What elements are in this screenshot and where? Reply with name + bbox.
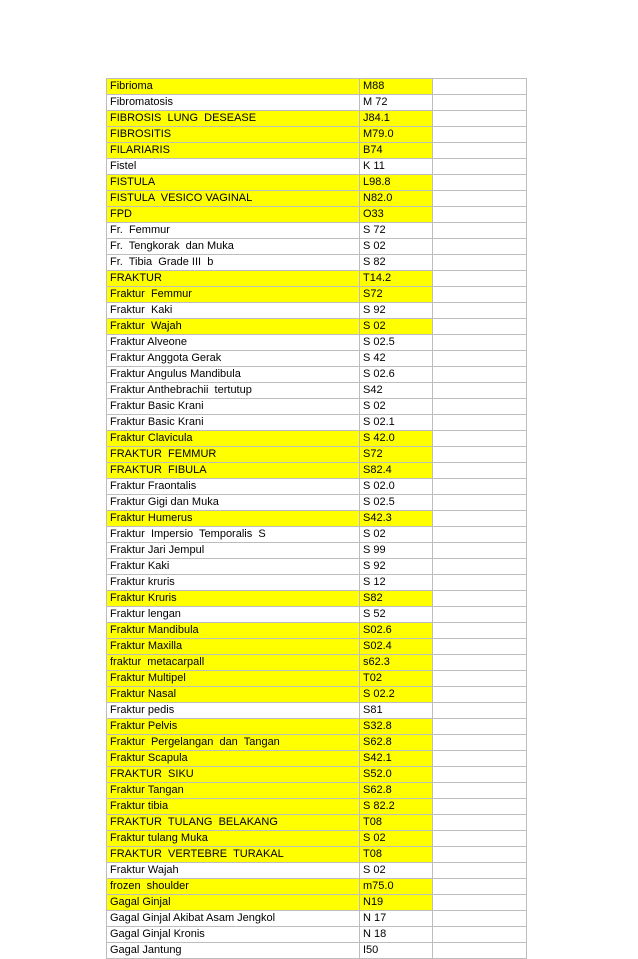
diagnosis-code-cell: O33 [360,207,433,223]
empty-cell [433,847,527,863]
table-row [107,559,527,575]
diagnosis-code-cell: J84.1 [360,111,433,127]
empty-cell [433,527,527,543]
diagnosis-name-cell: Fraktur Mandibula [107,623,360,639]
diagnosis-name-cell: Gagal Ginjal Akibat Asam Jengkol [107,911,360,927]
diagnosis-code-cell: S62.8 [360,783,433,799]
empty-cell [433,351,527,367]
empty-cell [433,703,527,719]
diagnosis-name-cell: Fibromatosis [107,95,360,111]
table-row [107,271,527,287]
empty-cell [433,127,527,143]
diagnosis-name-cell: FRAKTUR SIKU [107,767,360,783]
diagnosis-name-cell: Fraktur Nasal [107,687,360,703]
diagnosis-name-cell: Fraktur Tangan [107,783,360,799]
empty-cell [433,671,527,687]
diagnosis-name-cell: Fraktur Pergelangan dan Tangan [107,735,360,751]
diagnosis-code-cell: S 82 [360,255,433,271]
diagnosis-code-cell: S 02 [360,319,433,335]
diagnosis-code-cell: S 92 [360,303,433,319]
diagnosis-code-cell: S 02 [360,239,433,255]
diagnosis-name-cell: FRAKTUR FEMMUR [107,447,360,463]
diagnosis-code-cell: S 02.1 [360,415,433,431]
diagnosis-code-cell: I50 [360,943,433,959]
diagnosis-name-cell: Fibrioma [107,79,360,95]
diagnosis-name-cell: Fraktur Maxilla [107,639,360,655]
diagnosis-code-cell: S02.4 [360,639,433,655]
table-row [107,399,527,415]
diagnosis-code-cell: S 02 [360,863,433,879]
diagnosis-name-cell: FRAKTUR [107,271,360,287]
diagnosis-code-cell: T14.2 [360,271,433,287]
diagnosis-code-cell: B74 [360,143,433,159]
diagnosis-code-cell: S72 [360,287,433,303]
diagnosis-code-cell: S32.8 [360,719,433,735]
diagnosis-code-cell: S72 [360,447,433,463]
table-row [107,927,527,943]
table-row [107,303,527,319]
diagnosis-name-cell: Fraktur kruris [107,575,360,591]
table-row [107,607,527,623]
table-row [107,895,527,911]
table-row [107,383,527,399]
table-row [107,335,527,351]
table-row [107,815,527,831]
diagnosis-code-cell: S52.0 [360,767,433,783]
empty-cell [433,207,527,223]
diagnosis-code-cell: S 02.5 [360,495,433,511]
diagnosis-code-cell: S 02.0 [360,479,433,495]
empty-cell [433,383,527,399]
diagnosis-name-cell: Fraktur pedis [107,703,360,719]
diagnosis-name-cell: Gagal Ginjal [107,895,360,911]
empty-cell [433,863,527,879]
table-row [107,175,527,191]
empty-cell [433,335,527,351]
diagnosis-name-cell: Fraktur Kaki [107,303,360,319]
table-row [107,543,527,559]
empty-cell [433,655,527,671]
empty-cell [433,799,527,815]
diagnosis-code-cell: L98.8 [360,175,433,191]
table-row [107,511,527,527]
table-row [107,415,527,431]
diagnosis-name-cell: Fraktur Humerus [107,511,360,527]
empty-cell [433,159,527,175]
empty-cell [433,639,527,655]
table-row [107,655,527,671]
empty-cell [433,367,527,383]
table-row [107,463,527,479]
diagnosis-name-cell: Fraktur Femmur [107,287,360,303]
diagnosis-name-cell: Fistel [107,159,360,175]
empty-cell [433,719,527,735]
empty-cell [433,191,527,207]
diagnosis-code-cell: T08 [360,815,433,831]
empty-cell [433,415,527,431]
diagnosis-name-cell: Fraktur tulang Muka [107,831,360,847]
table-row [107,79,527,95]
empty-cell [433,783,527,799]
diagnosis-name-cell: Fr. Tibia Grade III b [107,255,360,271]
empty-cell [433,895,527,911]
diagnosis-name-cell: Fraktur Pelvis [107,719,360,735]
diagnosis-name-cell: FIBROSITIS [107,127,360,143]
diagnosis-code-cell: M79.0 [360,127,433,143]
diagnosis-code-cell: N 17 [360,911,433,927]
diagnosis-code-cell: S82 [360,591,433,607]
diagnosis-name-cell: Fr. Femmur [107,223,360,239]
table-row [107,639,527,655]
table-row [107,943,527,959]
empty-cell [433,239,527,255]
diagnosis-name-cell: Fraktur Impersio Temporalis S [107,527,360,543]
diagnosis-name-cell: Fraktur Kruris [107,591,360,607]
empty-cell [433,79,527,95]
empty-cell [433,623,527,639]
table-row [107,111,527,127]
diagnosis-code-cell: M 72 [360,95,433,111]
diagnosis-code-cell: S 02.5 [360,335,433,351]
empty-cell [433,767,527,783]
table-row [107,431,527,447]
empty-cell [433,511,527,527]
diagnosis-code-cell: S 02 [360,527,433,543]
diagnosis-code-cell: S82.4 [360,463,433,479]
empty-cell [433,95,527,111]
empty-cell [433,399,527,415]
empty-cell [433,879,527,895]
table-row [107,527,527,543]
table-row [107,319,527,335]
table-row [107,863,527,879]
table-row [107,351,527,367]
empty-cell [433,815,527,831]
table-row [107,591,527,607]
empty-cell [433,175,527,191]
table-row [107,783,527,799]
table-body [107,79,527,959]
diagnosis-code-cell: S42.3 [360,511,433,527]
diagnosis-name-cell: fraktur metacarpall [107,655,360,671]
diagnosis-name-cell: frozen shoulder [107,879,360,895]
diagnosis-name-cell: Fraktur Anthebrachii tertutup [107,383,360,399]
diagnosis-name-cell: Fr. Tengkorak dan Muka [107,239,360,255]
empty-cell [433,927,527,943]
table-row [107,879,527,895]
empty-cell [433,287,527,303]
diagnosis-code-cell: S 12 [360,575,433,591]
diagnosis-name-cell: FILARIARIS [107,143,360,159]
diagnosis-name-cell: FRAKTUR FIBULA [107,463,360,479]
empty-cell [433,431,527,447]
table-row [107,159,527,175]
table-row [107,751,527,767]
diagnosis-name-cell: Fraktur Alveone [107,335,360,351]
diagnosis-code-cell: N19 [360,895,433,911]
table-row [107,623,527,639]
diagnosis-code-table [106,78,527,959]
diagnosis-code-cell: T08 [360,847,433,863]
empty-cell [433,751,527,767]
table-row [107,223,527,239]
diagnosis-name-cell: FPD [107,207,360,223]
diagnosis-name-cell: Fraktur tibia [107,799,360,815]
diagnosis-code-cell: M88 [360,79,433,95]
empty-cell [433,575,527,591]
table-row [107,239,527,255]
table-row [107,847,527,863]
diagnosis-code-cell: T02 [360,671,433,687]
table-row [107,143,527,159]
table-row [107,367,527,383]
diagnosis-code-cell: S81 [360,703,433,719]
diagnosis-code-cell: S 02.2 [360,687,433,703]
empty-cell [433,271,527,287]
table-row [107,255,527,271]
table-row [107,671,527,687]
diagnosis-code-cell: m75.0 [360,879,433,895]
table-row [107,735,527,751]
empty-cell [433,591,527,607]
empty-cell [433,559,527,575]
diagnosis-name-cell: Fraktur Scapula [107,751,360,767]
diagnosis-code-cell: K 11 [360,159,433,175]
empty-cell [433,463,527,479]
diagnosis-name-cell: Fraktur Wajah [107,863,360,879]
diagnosis-code-cell: S 92 [360,559,433,575]
diagnosis-name-cell: Fraktur Wajah [107,319,360,335]
table-row [107,911,527,927]
diagnosis-code-cell: s62.3 [360,655,433,671]
diagnosis-code-cell: S62.8 [360,735,433,751]
diagnosis-code-cell: S 82.2 [360,799,433,815]
diagnosis-code-cell: S02.6 [360,623,433,639]
empty-cell [433,447,527,463]
table-row [107,287,527,303]
diagnosis-code-cell: S 42 [360,351,433,367]
diagnosis-name-cell: Fraktur Angulus Mandibula [107,367,360,383]
diagnosis-name-cell: Gagal Ginjal Kronis [107,927,360,943]
diagnosis-name-cell: FIBROSIS LUNG DESEASE [107,111,360,127]
empty-cell [433,735,527,751]
diagnosis-name-cell: FRAKTUR TULANG BELAKANG [107,815,360,831]
empty-cell [433,943,527,959]
table-row [107,127,527,143]
diagnosis-name-cell: Fraktur Basic Krani [107,399,360,415]
diagnosis-code-cell: N 18 [360,927,433,943]
empty-cell [433,607,527,623]
empty-cell [433,223,527,239]
diagnosis-code-cell: S 02.6 [360,367,433,383]
diagnosis-code-cell: S 42.0 [360,431,433,447]
diagnosis-code-cell: S 02 [360,399,433,415]
empty-cell [433,911,527,927]
table-row [107,191,527,207]
table-row [107,719,527,735]
empty-cell [433,543,527,559]
empty-cell [433,479,527,495]
diagnosis-code-cell: S 52 [360,607,433,623]
diagnosis-name-cell: Fraktur Gigi dan Muka [107,495,360,511]
table-row [107,799,527,815]
diagnosis-name-cell: Gagal Jantung [107,943,360,959]
table-row [107,495,527,511]
diagnosis-name-cell: Fraktur Kaki [107,559,360,575]
table-row [107,207,527,223]
table-row [107,479,527,495]
table-row [107,95,527,111]
table-row [107,447,527,463]
empty-cell [433,319,527,335]
table-row [107,575,527,591]
diagnosis-name-cell: Fraktur Clavicula [107,431,360,447]
table-row [107,687,527,703]
diagnosis-code-cell: S 99 [360,543,433,559]
empty-cell [433,831,527,847]
diagnosis-name-cell: FRAKTUR VERTEBRE TURAKAL [107,847,360,863]
diagnosis-name-cell: Fraktur Multipel [107,671,360,687]
diagnosis-code-cell: S 72 [360,223,433,239]
diagnosis-code-cell: S42 [360,383,433,399]
diagnosis-name-cell: Fraktur Fraontalis [107,479,360,495]
empty-cell [433,111,527,127]
diagnosis-name-cell: FISTULA VESICO VAGINAL [107,191,360,207]
empty-cell [433,255,527,271]
diagnosis-code-cell: N82.0 [360,191,433,207]
empty-cell [433,143,527,159]
diagnosis-code-cell: S 02 [360,831,433,847]
table-row [107,767,527,783]
diagnosis-name-cell: Fraktur Anggota Gerak [107,351,360,367]
diagnosis-name-cell: Fraktur Jari Jempul [107,543,360,559]
empty-cell [433,495,527,511]
empty-cell [433,687,527,703]
empty-cell [433,303,527,319]
table-row [107,703,527,719]
diagnosis-name-cell: Fraktur Basic Krani [107,415,360,431]
diagnosis-code-cell: S42.1 [360,751,433,767]
diagnosis-name-cell: FISTULA [107,175,360,191]
diagnosis-name-cell: Fraktur lengan [107,607,360,623]
table-row [107,831,527,847]
